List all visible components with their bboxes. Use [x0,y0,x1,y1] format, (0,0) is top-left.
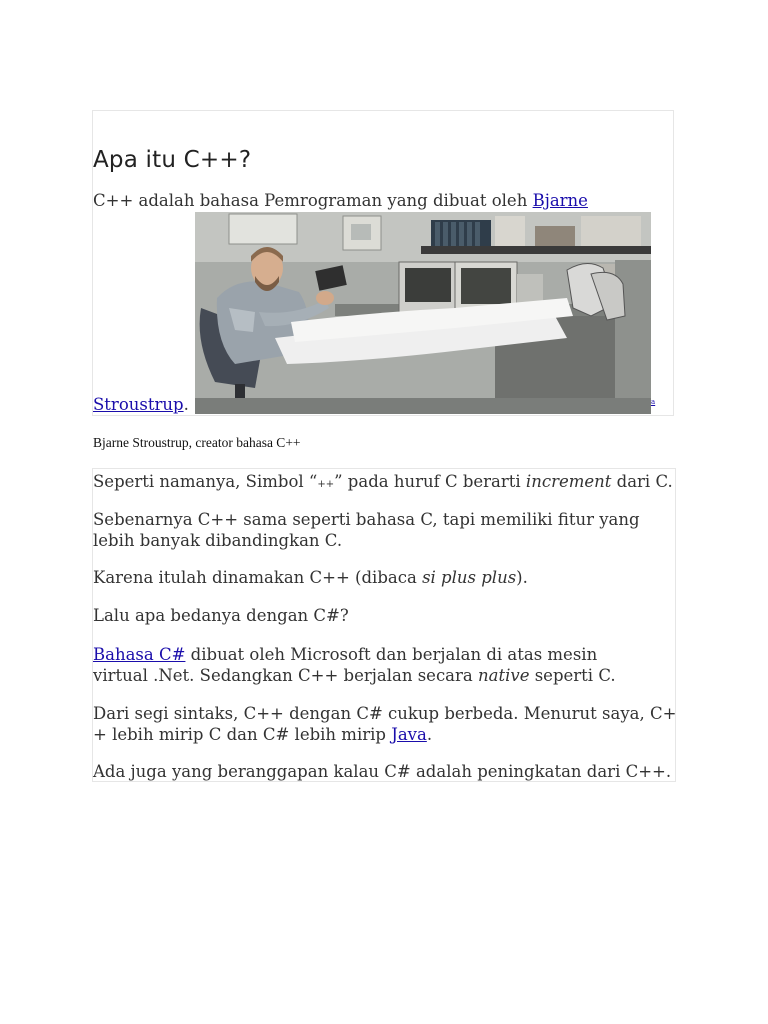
page-title: Apa itu C++? [93,147,252,173]
article-header-box [92,110,674,416]
p5-text-a: dibuat oleh Microsoft dan berjalan di atas mesin [185,645,598,664]
bahasa-csharp-link[interactable]: Bahasa C# [93,645,186,664]
p1-text-c: dari C. [611,472,673,491]
paragraph-karena [93,567,677,588]
p6-text-b: + lebih mirip C dan C# lebih mirip [93,725,392,744]
p3-text-a: Karena itulah dinamakan C++ (dibaca [93,568,423,587]
p3-emphasis: si plus plus [422,568,517,587]
bjarne-link[interactable]: Bjarne [532,191,588,210]
p2-line2: lebih banyak dibandingkan C. [93,531,343,550]
period: . [183,395,189,414]
paragraph-simbol [93,471,677,495]
paragraph-bahasa-csharp [93,644,677,686]
p1-text-a: Seperti namanya, Simbol “ [93,472,318,491]
article-body-box [92,468,676,782]
java-link[interactable]: Java [391,725,427,744]
bjarne-stroustrup-photo [195,212,651,414]
paragraph-sintaks [93,703,677,745]
p6-line1: Dari segi sintaks, C++ dengan C# cukup berbeda. Menurut saya, C+ [93,704,677,723]
image-source-link[interactable]: a [651,398,656,406]
stroustrup-line [93,395,189,414]
intro-text: C++ adalah bahasa Pemrograman yang dibuat oleh [93,191,533,210]
p6-end: . [426,725,433,744]
p1-plus: ++ [317,479,335,490]
p1-text-b: ” pada huruf C berarti [334,472,526,491]
p3-text-b: ). [516,568,528,587]
paragraph-sebenarnya [93,509,677,551]
paragraph-anggapan: Ada juga yang beranggapan kalau C# adalah peningkatan dari C++. [93,762,672,781]
paragraph-lalu: Lalu apa bedanya dengan C#? [93,606,349,625]
p5-emphasis: native [478,666,530,685]
p2-line1: Sebenarnya C++ sama seperti bahasa C, tapi memiliki fitur yang [93,510,640,529]
intro-paragraph [93,191,588,210]
image-caption: Bjarne Stroustrup, creator bahasa C++ [93,435,301,450]
p5-text-c: seperti C. [529,666,616,685]
p1-emphasis: increment [525,472,612,491]
p5-text-b: virtual .Net. Sedangkan C++ berjalan secara [93,666,478,685]
stroustrup-link[interactable]: Stroustrup [93,395,184,414]
